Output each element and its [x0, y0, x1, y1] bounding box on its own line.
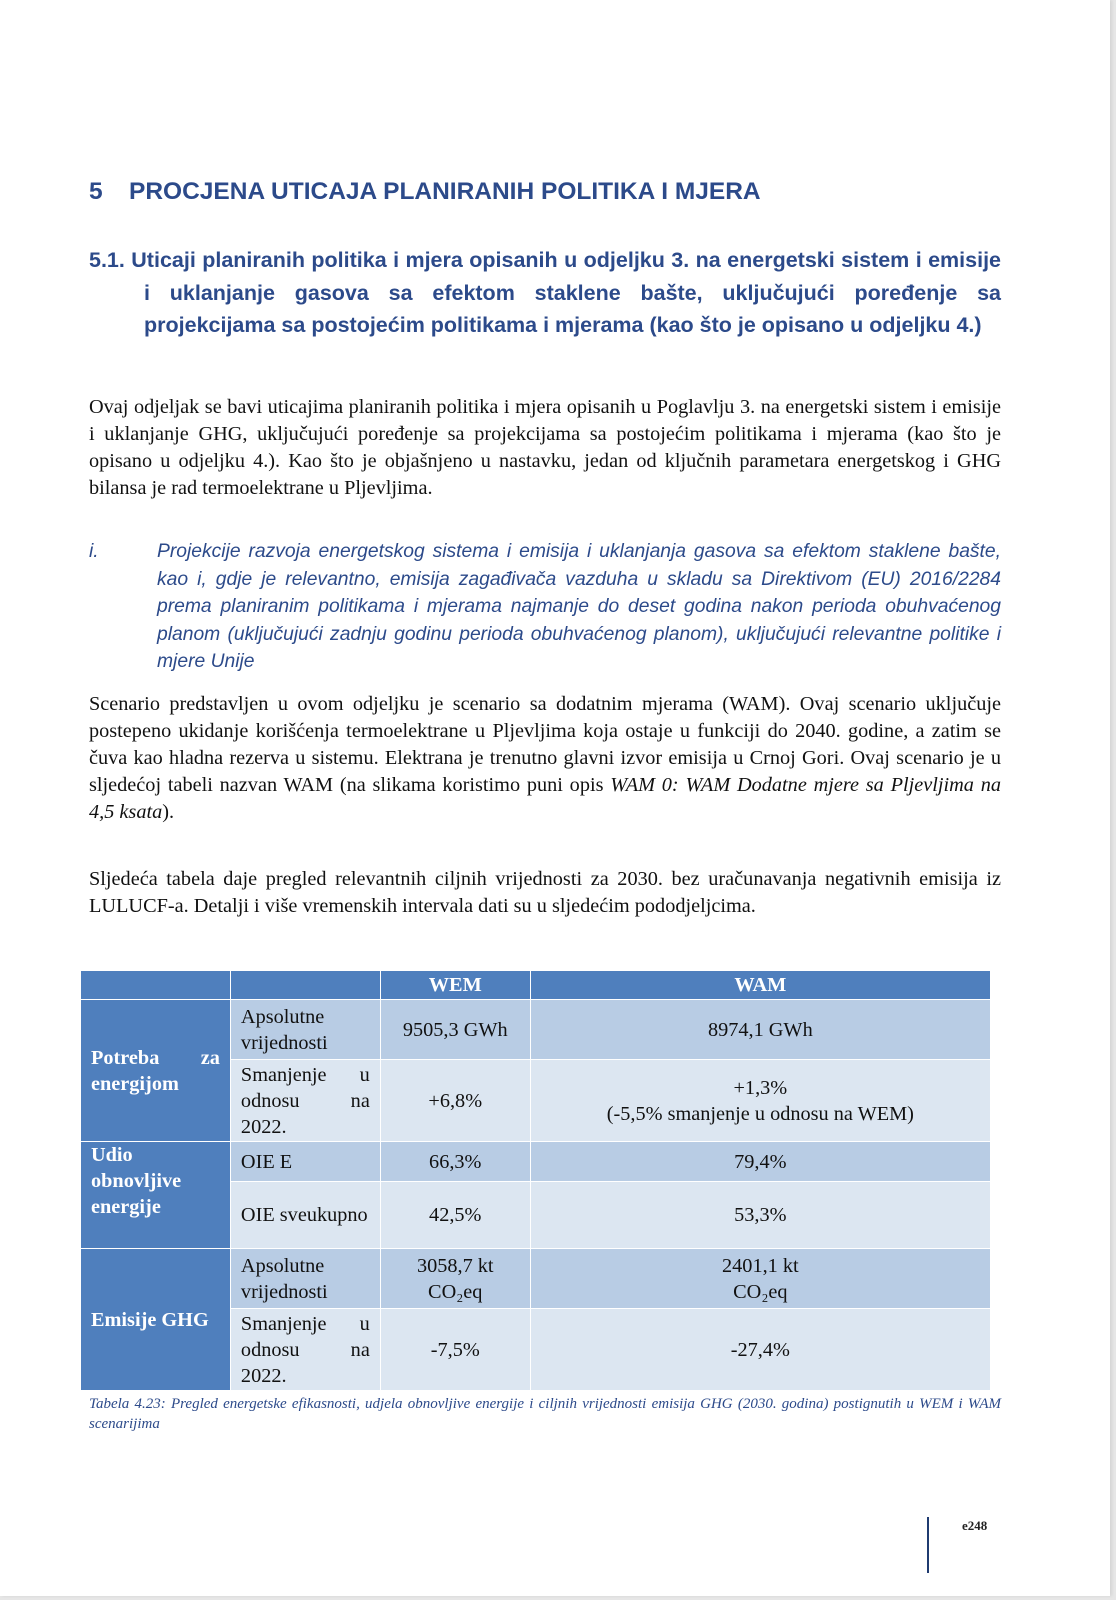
table-caption: Tabela 4.23: Pregled energetske efikasnosti, udjela obnovljive energije i ciljnih vrijednosti emisija GHG (2030. godina) postignutih u WEM i WAM scenarijima — [89, 1396, 1001, 1432]
section-number: 5 — [89, 178, 103, 205]
wem-value: 3058,7 kt — [416, 1254, 494, 1277]
category-renewables: Udio obnovljive energije — [81, 1142, 231, 1249]
table-intro-paragraph: Sljedeća tabela daje pregled relevantnih ciljnih vrijednosti za 2030. bez uračunavanja negativnih emisija iz LULUCF-a. Detalji i više vremenskih intervala dati su u sljedećim pododjeljcima. — [89, 868, 1001, 917]
page-number: e248 — [962, 1518, 988, 1533]
wem-unit: CO₂eq — [428, 1280, 483, 1303]
wam-value: 79,4% — [530, 1142, 990, 1182]
wam-value: 8974,1 GWh — [530, 1000, 990, 1060]
wem-value: 42,5% — [380, 1182, 530, 1249]
wam-unit: CO₂eq — [733, 1280, 788, 1303]
category-label: Potreba za energijom — [91, 1046, 220, 1095]
section-heading — [89, 178, 761, 206]
subcategory-cell: Apsolutne vrijednosti — [230, 1249, 380, 1309]
table-row — [81, 1249, 991, 1309]
wam-value: +1,3% — [733, 1076, 788, 1099]
list-item-text: Projekcije razvoja energetskog sistema i emisija i uklanjanja gasova sa efektom staklene bašte, kao i, gdje je relevantno, emisija zagađivača vazduha u skladu sa Direktivom (EU) 2016/2284 prema planiranim politikama i mjerama najmanje do deset godina nakon perioda obuhvaćenog planom (uključujući zadnju godinu perioda obuhvaćenog planom), uključujući relevantne politike i mjere Unije — [157, 541, 1001, 673]
subcategory-cell: OIE sveukupno — [230, 1182, 380, 1249]
scenario-end: ). — [162, 801, 175, 823]
scenario-text: Scenario predstavljen u ovom odjeljku je scenario sa dodatnim mjerama (WAM). Ovaj scenario uključuje postepeno ukidanje korišćenja termoelektrane u Pljevljima koja ostaje u funkciji do 2040. godine, a zatim se čuva kao hladna rezerva u sistemu. Elektrana je trenutno glavni izvor emisija u Crnoj Gori. Ovaj scenario je u sljedećoj tabeli nazvan WAM (na slikama koristimo puni opis — [89, 693, 1001, 796]
section-title: PROCJENA UTICAJA PLANIRANIH POLITIKA I MJERA — [129, 178, 761, 205]
wam-cell — [530, 1060, 990, 1142]
wam-cell — [530, 1249, 990, 1309]
subcategory-cell: OIE E — [230, 1142, 380, 1182]
table-row — [81, 1142, 991, 1182]
subcategory-cell — [230, 1060, 380, 1142]
wam-value: 53,3% — [530, 1182, 990, 1249]
subcategory-cell — [230, 1309, 380, 1391]
wem-value: 9505,3 GWh — [380, 1000, 530, 1060]
subcategory-cell: Apsolutne vrijednosti — [230, 1000, 380, 1060]
subsection-heading: 5.1. Uticaji planiranih politika i mjera opisanih u odjeljku 3. na energetski sistem i emisije i uklanjanje gasova sa efektom staklene bašte, uključujući poređenje sa projekcijama sa postojećim politikama i mjerama (kao što je opisano u odjeljku 4.) — [89, 248, 1001, 337]
list-item — [89, 538, 1001, 676]
header-cell-wam: WAM — [530, 971, 990, 1000]
table-row — [81, 1000, 991, 1060]
subcategory-label: Smanjenje u odnosu na 2022. — [240, 1312, 370, 1387]
wam-value: 2401,1 kt — [722, 1254, 799, 1277]
wam-note: (-5,5% smanjenje u odnosu na WEM) — [606, 1102, 914, 1125]
category-ghg-emissions: Emisije GHG — [81, 1249, 231, 1391]
wam-value: -27,4% — [530, 1309, 990, 1391]
category-energy-demand — [81, 1000, 231, 1142]
scenario-paragraph — [89, 691, 1001, 826]
wem-value: -7,5% — [380, 1309, 530, 1391]
intro-paragraph: Ovaj odjeljak se bavi uticajima planiranih politika i mjera opisanih u Poglavlju 3. na energetski sistem i emisije i uklanjanje GHG, uključujući poređenje sa projekcijama sa postojećim politikama i mjerama (kao što je opisano u odjeljku 4.). Kao što je objašnjeno u nastavku, jedan od ključnih parametara energetskog i GHG bilansa je rad termoelektrane u Pljevljima. — [89, 396, 1001, 499]
scenario-italic-text: WAM 0: WAM Dodatne mjere sa Pljevljima na 4,5 ksata — [89, 774, 1001, 823]
page-number-divider — [927, 1517, 929, 1573]
wem-value: 66,3% — [380, 1142, 530, 1182]
header-cell-wem: WEM — [380, 971, 530, 1000]
table-header-row — [81, 971, 991, 1000]
wem-value: +6,8% — [380, 1060, 530, 1142]
header-cell-empty — [81, 971, 231, 1000]
list-marker: i. — [89, 541, 99, 562]
subcategory-label: Smanjenje u odnosu na 2022. — [240, 1063, 370, 1138]
header-cell-empty — [230, 971, 380, 1000]
wem-cell — [380, 1249, 530, 1309]
targets-table — [80, 970, 991, 1391]
